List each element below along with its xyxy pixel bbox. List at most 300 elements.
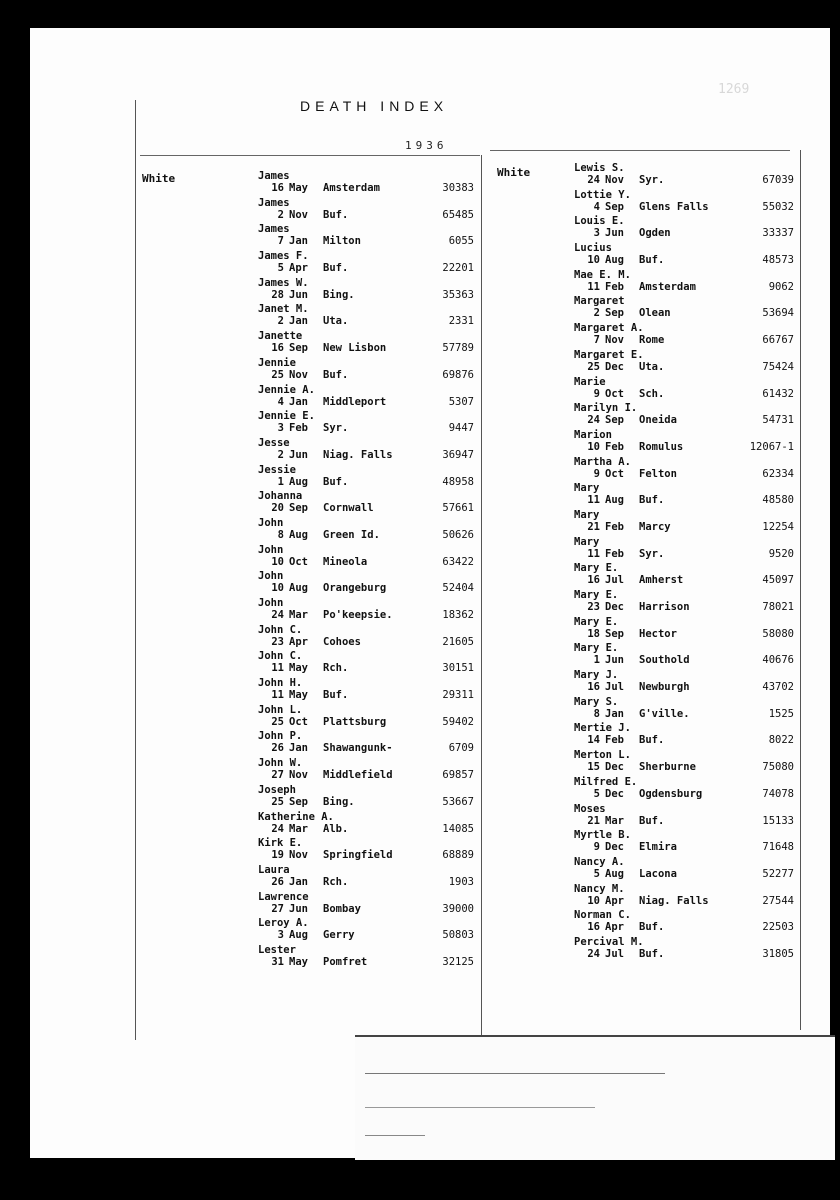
death-place: Buf. — [639, 947, 665, 960]
decedent-name: Mary — [574, 535, 600, 548]
death-date-place — [268, 956, 367, 968]
index-entry — [258, 704, 480, 731]
death-date-place — [268, 582, 386, 594]
certificate-number: 53667 — [442, 795, 474, 808]
index-entry — [258, 384, 480, 411]
death-day: 10 — [587, 254, 600, 267]
death-month: Jun — [605, 227, 624, 240]
death-date-place — [584, 174, 664, 186]
right-margin-rule — [800, 150, 801, 1030]
death-day: 5 — [593, 867, 600, 880]
certificate-number: 52277 — [762, 867, 794, 880]
death-place: Amsterdam — [323, 182, 380, 194]
race-label-left: White — [142, 172, 176, 185]
decedent-name: Margaret E. — [574, 348, 644, 361]
index-entry — [258, 330, 480, 357]
index-entry — [258, 490, 480, 517]
index-entry — [258, 757, 480, 784]
death-date-place — [584, 521, 671, 533]
death-place: Southold — [639, 654, 690, 667]
certificate-number: 22201 — [442, 262, 474, 275]
decedent-name: Lester — [258, 943, 296, 956]
decedent-name: Marilyn I. — [574, 402, 638, 415]
death-day: 31 — [271, 955, 284, 968]
index-entry — [258, 891, 480, 918]
death-day: 21 — [587, 814, 600, 827]
death-day: 16 — [587, 921, 600, 934]
certificate-number: 36947 — [442, 448, 474, 461]
death-place: Cohoes — [323, 635, 361, 648]
death-place: Buf. — [639, 494, 665, 507]
decedent-name: Jessie — [258, 463, 296, 476]
death-month: Sep — [605, 627, 624, 640]
certificate-number: 29311 — [442, 689, 474, 702]
index-entry — [574, 376, 796, 403]
death-month: Mar — [289, 822, 308, 835]
decedent-name: Marion — [574, 428, 612, 441]
death-date-place — [584, 628, 677, 640]
death-place: Middlefield — [323, 769, 393, 782]
death-place: Buf. — [323, 689, 349, 702]
decedent-name: Norman C. — [574, 909, 631, 922]
left-header-rule — [140, 155, 480, 156]
death-place: Orangeburg — [323, 582, 387, 595]
death-day: 10 — [271, 555, 284, 568]
death-place: Sherburne — [639, 761, 696, 774]
death-day: 16 — [271, 182, 284, 194]
certificate-number: 1525 — [768, 707, 794, 720]
death-day: 3 — [277, 422, 284, 435]
certificate-number: 1903 — [448, 875, 474, 888]
death-date-place — [268, 662, 348, 674]
death-month: Aug — [605, 867, 624, 880]
death-month: Oct — [289, 715, 308, 728]
death-date-place — [584, 388, 664, 400]
death-day: 26 — [271, 742, 284, 755]
death-day: 1 — [593, 654, 600, 667]
death-month: Jun — [289, 288, 308, 301]
death-month: Aug — [289, 582, 308, 595]
death-day: 16 — [271, 342, 284, 355]
death-day: 2 — [593, 307, 600, 320]
death-month: Jun — [605, 654, 624, 667]
index-entry — [258, 170, 480, 197]
death-place: Buf. — [639, 814, 665, 827]
index-entry — [574, 295, 796, 322]
certificate-number: 69876 — [442, 368, 474, 381]
death-month: May — [289, 182, 308, 194]
decedent-name: Marie — [574, 375, 606, 388]
death-place: Buf. — [323, 475, 349, 488]
index-entry — [258, 517, 480, 544]
death-month: Sep — [289, 342, 308, 355]
index-entry — [258, 730, 480, 757]
death-day: 24 — [587, 414, 600, 427]
death-place: Niag. Falls — [639, 894, 709, 907]
left-index-column — [258, 170, 480, 971]
index-entry — [574, 616, 796, 643]
death-month: Jan — [289, 315, 308, 328]
death-date-place — [584, 201, 709, 213]
index-entry — [574, 883, 796, 910]
death-day: 16 — [587, 681, 600, 694]
certificate-number: 6709 — [448, 742, 474, 755]
death-date-place — [584, 281, 696, 293]
death-date-place — [584, 307, 671, 319]
death-day: 20 — [271, 502, 284, 515]
death-date-place — [268, 823, 348, 835]
death-day: 8 — [277, 528, 284, 541]
death-month: Oct — [605, 467, 624, 480]
decedent-name: Lucius — [574, 242, 612, 255]
death-day: 1 — [277, 475, 284, 488]
index-entry — [258, 250, 480, 277]
certificate-number: 9520 — [768, 547, 794, 560]
death-day: 4 — [277, 395, 284, 408]
right-index-column — [574, 162, 796, 963]
death-date-place — [584, 414, 677, 426]
death-place: Glens Falls — [639, 200, 709, 213]
decedent-name: John — [258, 516, 284, 529]
index-entry — [574, 829, 796, 856]
index-entry — [258, 837, 480, 864]
index-entry — [258, 864, 480, 891]
certificate-number: 31805 — [762, 947, 794, 960]
death-date-place — [268, 342, 386, 354]
index-entry — [258, 277, 480, 304]
death-day: 25 — [587, 360, 600, 373]
death-day: 28 — [271, 288, 284, 301]
certificate-number: 74078 — [762, 787, 794, 800]
decedent-name: Myrtle B. — [574, 829, 631, 842]
certificate-number: 5307 — [448, 395, 474, 408]
certificate-number: 68889 — [442, 849, 474, 862]
page-number: 1269 — [718, 82, 750, 97]
death-date-place — [268, 689, 348, 701]
death-month: Mar — [605, 814, 624, 827]
death-month: Feb — [605, 520, 624, 533]
index-entry — [574, 402, 796, 429]
index-entry — [574, 749, 796, 776]
certificate-number: 53694 — [762, 307, 794, 320]
death-month: Jan — [289, 235, 308, 248]
death-date-place — [584, 654, 690, 666]
certificate-number: 12254 — [762, 520, 794, 533]
death-day: 16 — [587, 574, 600, 587]
certificate-number: 54731 — [762, 414, 794, 427]
death-place: Rome — [639, 334, 665, 347]
death-day: 2 — [277, 315, 284, 328]
index-entry — [258, 437, 480, 464]
certificate-number: 33337 — [762, 227, 794, 240]
certificate-number: 27544 — [762, 894, 794, 907]
death-day: 21 — [587, 520, 600, 533]
death-month: Sep — [605, 414, 624, 427]
decedent-name: Mary — [574, 508, 600, 521]
death-month: Aug — [289, 475, 308, 488]
death-month: Nov — [289, 368, 308, 381]
decedent-name: Jennie — [258, 356, 296, 369]
death-day: 26 — [271, 875, 284, 888]
index-entry — [574, 803, 796, 830]
index-entry — [574, 669, 796, 696]
death-date-place — [268, 209, 348, 221]
death-day: 24 — [271, 822, 284, 835]
certificate-number: 75424 — [762, 360, 794, 373]
death-month: Jul — [605, 681, 624, 694]
decedent-name: Lewis S. — [574, 162, 625, 174]
death-place: Cornwall — [323, 502, 374, 515]
death-month: Sep — [289, 795, 308, 808]
death-month: Feb — [605, 440, 624, 453]
death-date-place — [268, 849, 393, 861]
death-place: Buf. — [639, 734, 665, 747]
death-month: Sep — [289, 502, 308, 515]
death-day: 11 — [271, 662, 284, 675]
death-place: G'ville. — [639, 707, 690, 720]
index-entry — [258, 570, 480, 597]
death-date-place — [584, 921, 664, 933]
certificate-number: 59402 — [442, 715, 474, 728]
index-entry — [574, 482, 796, 509]
death-place: Middleport — [323, 395, 387, 408]
decedent-name: Kirk E. — [258, 837, 303, 850]
death-month: Jan — [289, 742, 308, 755]
death-place: Milton — [323, 235, 361, 248]
death-date-place — [268, 502, 374, 514]
certificate-number: 21605 — [442, 635, 474, 648]
death-place: Buf. — [639, 921, 665, 934]
death-date-place — [268, 716, 386, 728]
decedent-name: Janette — [258, 330, 303, 343]
index-entry — [574, 322, 796, 349]
death-month: Feb — [605, 547, 624, 560]
decedent-name: Mae E. M. — [574, 268, 631, 281]
death-day: 3 — [277, 929, 284, 942]
index-entry — [258, 223, 480, 250]
death-date-place — [584, 788, 702, 800]
scan-border — [0, 1160, 840, 1200]
death-month: Apr — [605, 894, 624, 907]
decedent-name: Jennie A. — [258, 383, 315, 396]
death-date-place — [268, 235, 361, 247]
death-day: 27 — [271, 902, 284, 915]
death-date-place — [584, 841, 677, 853]
decedent-name: Mertie J. — [574, 722, 631, 735]
decedent-name: John C. — [258, 623, 303, 636]
death-place: Bombay — [323, 902, 361, 915]
death-day: 25 — [271, 715, 284, 728]
death-date-place — [584, 734, 664, 746]
death-month: May — [289, 662, 308, 675]
death-date-place — [584, 227, 671, 239]
certificate-number: 57789 — [442, 342, 474, 355]
certificate-number: 48573 — [762, 254, 794, 267]
death-place: Ogdensburg — [639, 787, 703, 800]
death-day: 8 — [593, 707, 600, 720]
death-place: Uta. — [639, 360, 665, 373]
certificate-number: 15133 — [762, 814, 794, 827]
certificate-number: 9447 — [448, 422, 474, 435]
death-month: Oct — [289, 555, 308, 568]
death-place: Syr. — [639, 174, 665, 186]
death-place: Mineola — [323, 555, 368, 568]
death-month: Dec — [605, 841, 624, 854]
index-entry — [574, 856, 796, 883]
death-month: Dec — [605, 601, 624, 613]
decedent-name: John L. — [258, 703, 303, 716]
death-place: Ogden — [639, 227, 671, 240]
death-date-place — [268, 742, 393, 754]
death-month: May — [289, 955, 308, 968]
death-day: 27 — [271, 769, 284, 782]
index-entry — [258, 410, 480, 437]
death-month: Apr — [605, 921, 624, 934]
death-month: Nov — [605, 334, 624, 347]
death-place: Pomfret — [323, 955, 368, 968]
death-place: Bing. — [323, 795, 355, 808]
certificate-number: 58080 — [762, 627, 794, 640]
death-date-place — [268, 369, 348, 381]
death-month: Nov — [289, 769, 308, 782]
index-entry — [258, 197, 480, 224]
certificate-number: 18362 — [442, 609, 474, 621]
death-date-place — [268, 315, 348, 327]
certificate-number: 45097 — [762, 574, 794, 587]
death-day: 9 — [593, 387, 600, 400]
death-place: Lacona — [639, 867, 677, 880]
index-entry — [574, 429, 796, 456]
index-entry — [574, 215, 796, 242]
death-month: Dec — [605, 761, 624, 774]
death-month: Feb — [605, 734, 624, 747]
certificate-number: 12067-1 — [749, 440, 794, 453]
race-label-right: White — [497, 166, 531, 179]
death-day: 4 — [593, 200, 600, 213]
certificate-number: 30151 — [442, 662, 474, 675]
index-entry — [574, 509, 796, 536]
index-entry — [574, 349, 796, 376]
death-month: Nov — [289, 849, 308, 862]
death-place: Sch. — [639, 387, 665, 400]
death-date-place — [268, 876, 348, 888]
death-place: Bing. — [323, 288, 355, 301]
certificate-number: 66767 — [762, 334, 794, 347]
decedent-name: Jesse — [258, 436, 290, 449]
death-month: Nov — [605, 174, 624, 186]
death-day: 2 — [277, 448, 284, 461]
death-place: Buf. — [323, 368, 349, 381]
decedent-name: Joseph — [258, 783, 296, 796]
death-date-place — [268, 476, 348, 488]
death-place: Felton — [639, 467, 677, 480]
death-date-place — [268, 929, 355, 941]
index-entry — [258, 784, 480, 811]
death-date-place — [268, 262, 348, 274]
decedent-name: Margaret A. — [574, 322, 644, 335]
decedent-name: Laura — [258, 863, 290, 876]
death-place: Syr. — [639, 547, 665, 560]
death-place: Olean — [639, 307, 671, 320]
certificate-number: 43702 — [762, 681, 794, 694]
index-entry — [258, 357, 480, 384]
index-entry — [258, 544, 480, 571]
death-month: Mar — [289, 609, 308, 621]
decedent-name: Percival M. — [574, 935, 644, 948]
certificate-number: 35363 — [442, 288, 474, 301]
decedent-name: James W. — [258, 276, 309, 289]
decedent-name: Mary E. — [574, 615, 619, 628]
death-date-place — [268, 769, 393, 781]
death-month: May — [289, 689, 308, 702]
certificate-number: 9062 — [768, 280, 794, 293]
index-entry — [574, 536, 796, 563]
index-entry — [574, 456, 796, 483]
death-month: Jul — [605, 574, 624, 587]
death-date-place — [584, 815, 664, 827]
death-month: Nov — [289, 208, 308, 221]
death-date-place — [584, 681, 690, 693]
death-day: 2 — [277, 208, 284, 221]
death-date-place — [268, 396, 386, 408]
decedent-name: Nancy M. — [574, 882, 625, 895]
death-date-place — [268, 182, 380, 194]
death-month: Jan — [289, 395, 308, 408]
death-date-place — [584, 761, 696, 773]
death-place: Shawangunk- — [323, 742, 393, 755]
death-day: 19 — [271, 849, 284, 862]
certificate-number: 50626 — [442, 528, 474, 541]
index-entry — [258, 464, 480, 491]
death-day: 24 — [587, 174, 600, 186]
index-entry — [574, 642, 796, 669]
certificate-number: 40676 — [762, 654, 794, 667]
decedent-name: James — [258, 170, 290, 182]
certificate-number: 30383 — [442, 182, 474, 194]
death-month: Aug — [605, 254, 624, 267]
decedent-name: Martha A. — [574, 455, 631, 468]
index-entry — [574, 562, 796, 589]
decedent-name: Katherine A. — [258, 810, 334, 823]
death-month: Sep — [605, 200, 624, 213]
death-place: Buf. — [639, 254, 665, 267]
death-place: Buf. — [323, 208, 349, 221]
death-date-place — [584, 574, 683, 586]
death-place: Harrison — [639, 601, 690, 613]
death-day: 10 — [271, 582, 284, 595]
death-day: 3 — [593, 227, 600, 240]
decedent-name: Mary E. — [574, 589, 619, 601]
certificate-number: 67039 — [762, 174, 794, 186]
index-entry — [258, 650, 480, 677]
certificate-number: 78021 — [762, 601, 794, 613]
certificate-number: 63422 — [442, 555, 474, 568]
decedent-name: Leroy A. — [258, 917, 309, 930]
index-entry — [574, 189, 796, 216]
death-day: 9 — [593, 841, 600, 854]
index-entry — [574, 722, 796, 749]
decedent-name: John H. — [258, 677, 303, 690]
death-day: 10 — [587, 894, 600, 907]
index-entry — [258, 624, 480, 651]
decedent-name: John P. — [258, 730, 303, 743]
death-place: Hector — [639, 627, 677, 640]
death-place: Oneida — [639, 414, 677, 427]
certificate-number: 39000 — [442, 902, 474, 915]
death-date-place — [268, 609, 393, 621]
death-day: 7 — [593, 334, 600, 347]
certificate-number: 75080 — [762, 761, 794, 774]
